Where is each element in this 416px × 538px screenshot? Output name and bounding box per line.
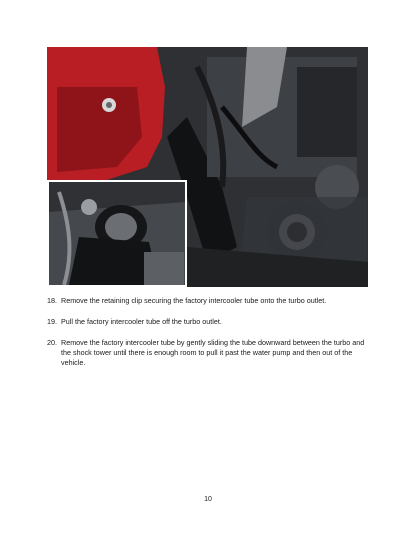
step-19 [47,317,373,327]
step-number: 19. [47,317,57,326]
intercooler-tube-closeup-inset [47,180,187,287]
page-number: 10 [204,496,212,503]
step-number: 20. [47,338,57,347]
step-text: Remove the retaining clip securing the factory intercooler tube onto the turbo outlet. [61,296,327,305]
instruction-steps [47,296,373,379]
step-20 [47,338,373,368]
closeup-illustration [49,182,185,285]
step-18 [47,296,373,306]
step-text: Remove the factory intercooler tube by gently sliding the tube downward between the turbo and the shock tower until there is enough room to pull it past the water pump and then out of the vehicle. [61,338,365,367]
step-text: Pull the factory intercooler tube off the turbo outlet. [61,317,222,326]
engine-bay-photo [47,47,368,287]
step-number: 18. [47,296,57,305]
